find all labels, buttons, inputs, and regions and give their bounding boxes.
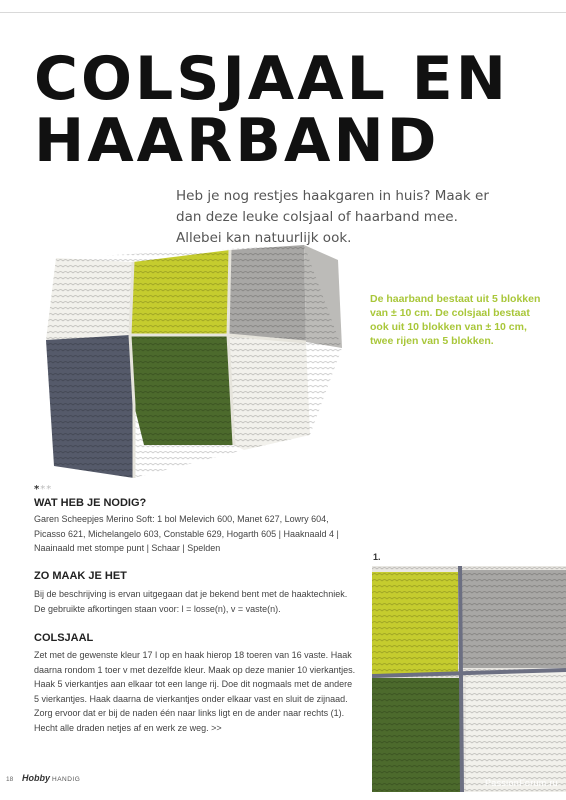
photo-caption: De haarband bestaat uit 5 blokken van ± 10 cm. De colsjaal bestaat ook uit 10 blokken van ± 10 cm, twee rijen van 5 blokken.: [370, 293, 541, 347]
magazine-logo: Hobby: [22, 773, 50, 783]
step-label: 1.: [373, 552, 381, 562]
how-line-2: De gebruikte afkortingen staan voor: l = losse(n), v = vaste(n).: [34, 603, 281, 614]
top-rule: [0, 12, 566, 13]
page-title: [34, 44, 554, 176]
difficulty-filled: *: [34, 484, 41, 495]
needs-body: Garen Scheepjes Merino Soft: 1 bol Melevich 600, Manet 627, Lowry 604, Picasso 621, Michelangelo 603, Constable 629, Hogarth 605 | Haaknaald 4 | Naainaald met stompe punt | Schaar | Spelden: [34, 514, 339, 553]
difficulty-empty: **: [40, 484, 53, 495]
step-photo: [372, 566, 566, 792]
magazine-logo-suffix: HANDIG: [52, 776, 81, 783]
how-line-1: Bij de beschrijving is ervan uitgegaan dat je bekend bent met de haaktechniek.: [34, 589, 348, 599]
difficulty-stars: [34, 484, 52, 495]
colsjaal-body: Zet met de gewenste kleur 17 l op en haak hierop 18 toeren van 16 vaste. Haak daarna rondom 1 toer v met dezelfde kleur. Maak op deze manier 10 vierkantjes. Haak 5 vierkantjes aan elkaar tot een lange rij. Doe dit nogmaals met de andere 5 vierkantjes. Haak daarna de vierkantjes onder elkaar vast en sluit de zijnaad. Zorg ervoor dat er bij de naden één naar links ligt en de ander naar rechts (1). Hecht alle draden netjes af en werk ze weg. >>: [34, 650, 356, 733]
intro-text: Heb je nog restjes haakgaren in huis? Maak er dan deze leuke colsjaal of haarband mee. Allebei kan natuurlijk ook.: [176, 188, 489, 246]
how-body: [34, 587, 356, 616]
colsjaal-heading: COLSJAAL: [34, 632, 94, 644]
how-heading: ZO MAAK JE HET: [34, 570, 127, 582]
needs-heading: WAT HEB JE NODIG?: [34, 497, 147, 509]
cowl-photo: [38, 240, 356, 478]
page-number: 18: [6, 776, 14, 783]
watermark: PassionForum.ru: [484, 778, 558, 788]
title-line-2: HAARBAND: [34, 106, 440, 176]
title-line-1: COLSJAAL EN: [34, 44, 510, 114]
